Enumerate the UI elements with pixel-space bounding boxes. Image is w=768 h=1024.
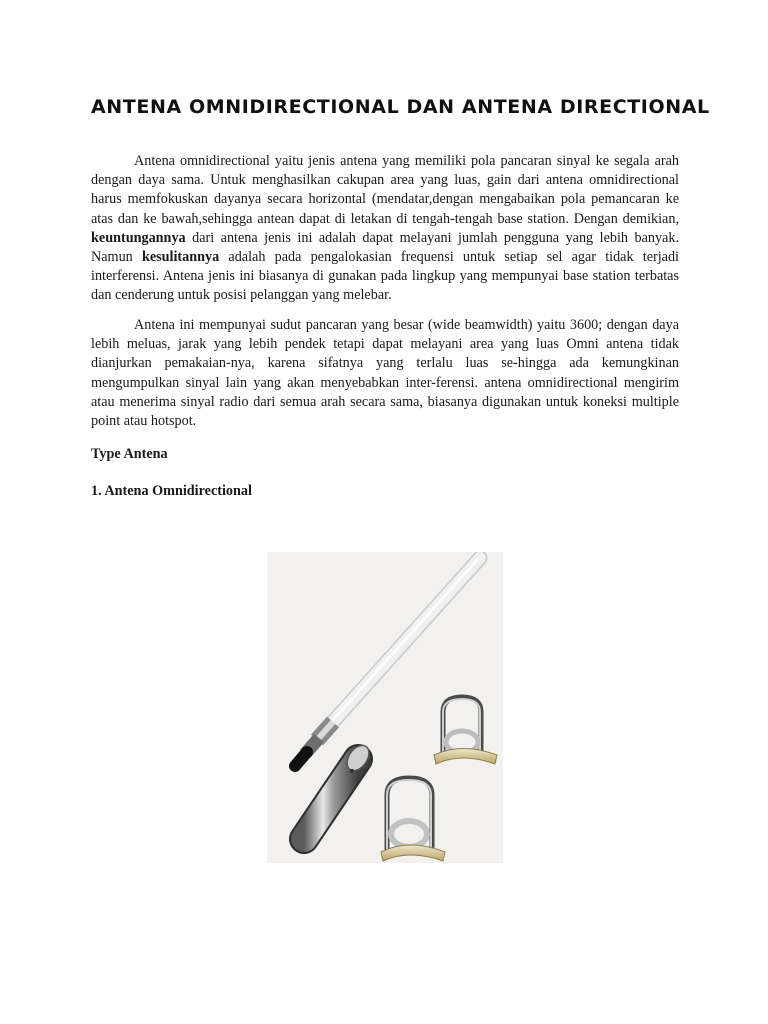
paragraph1-text-b: dari antena jenis ini adalah dapat melayani jumlah pengguna yang lebih banyak. Namun (91, 229, 679, 266)
heading-antena-omnidirectional: 1. Antena Omnidirectional (91, 483, 252, 499)
keyword-kesulitannya: kesulitannya (141, 249, 220, 266)
paragraph-beamwidth: Antena ini mempunyai sudut pancaran yang besar (wide beamwidth) yaitu 3600; dengan daya lebih meluas, jarak yang lebih pendek tetapi dapat melayani area yang luas Omni antena tidak dianjurkan pemakaian-nya, karena sifatnya yang terlalu luas se-hingga ada kemungkinan mengumpulkan sinyal lain yang akan menyebabkan inter-ferensi. antena omnidirectional mengirim atau menerima sinyal radio dari semua arah secara sama, biasanya digunakan untuk koneksi multiple point atau hotspot. (91, 317, 679, 430)
heading-type-antena: Type Antena (91, 446, 168, 462)
lower-u-bolt-clamp (381, 778, 445, 861)
upper-u-bolt-clamp (434, 697, 497, 764)
antenna-illustration (267, 552, 503, 863)
steel-mounting-tube (304, 741, 373, 839)
keyword-keuntungannya: keuntungannya (91, 229, 186, 246)
paragraph1-text-c: adalah pada pengalokasian frequensi untuk setiap sel agar tidak terjadi interferensi. Antena jenis ini biasanya di gunakan pada lingkup yang mempunyai base station terbatas dan cenderung untuk posisi pelanggan yang melebar. (91, 249, 679, 304)
antenna-connector (295, 722, 333, 766)
paragraph-omnidirectional-definition (91, 152, 679, 306)
omnidirectional-antenna-photo (267, 552, 503, 863)
document-title: ANTENA OMNIDIRECTIONAL DAN ANTENA DIRECTIONAL (91, 96, 710, 118)
paragraph1-text-a: Antena omnidirectional yaitu jenis antena yang memiliki pola pancaran sinyal ke segala arah dengan daya sama. Untuk menghasilkan cakupan area yang luas, gain dari antena omnidirectional harus memfokuskan dayanya secara horizontal (mendatar,dengan mengabaikan pola pemancaran ke atas dan ke bawah,sehingga antean dapat di letakan di tengah-tengah base station. Dengan demikian, (91, 153, 679, 227)
